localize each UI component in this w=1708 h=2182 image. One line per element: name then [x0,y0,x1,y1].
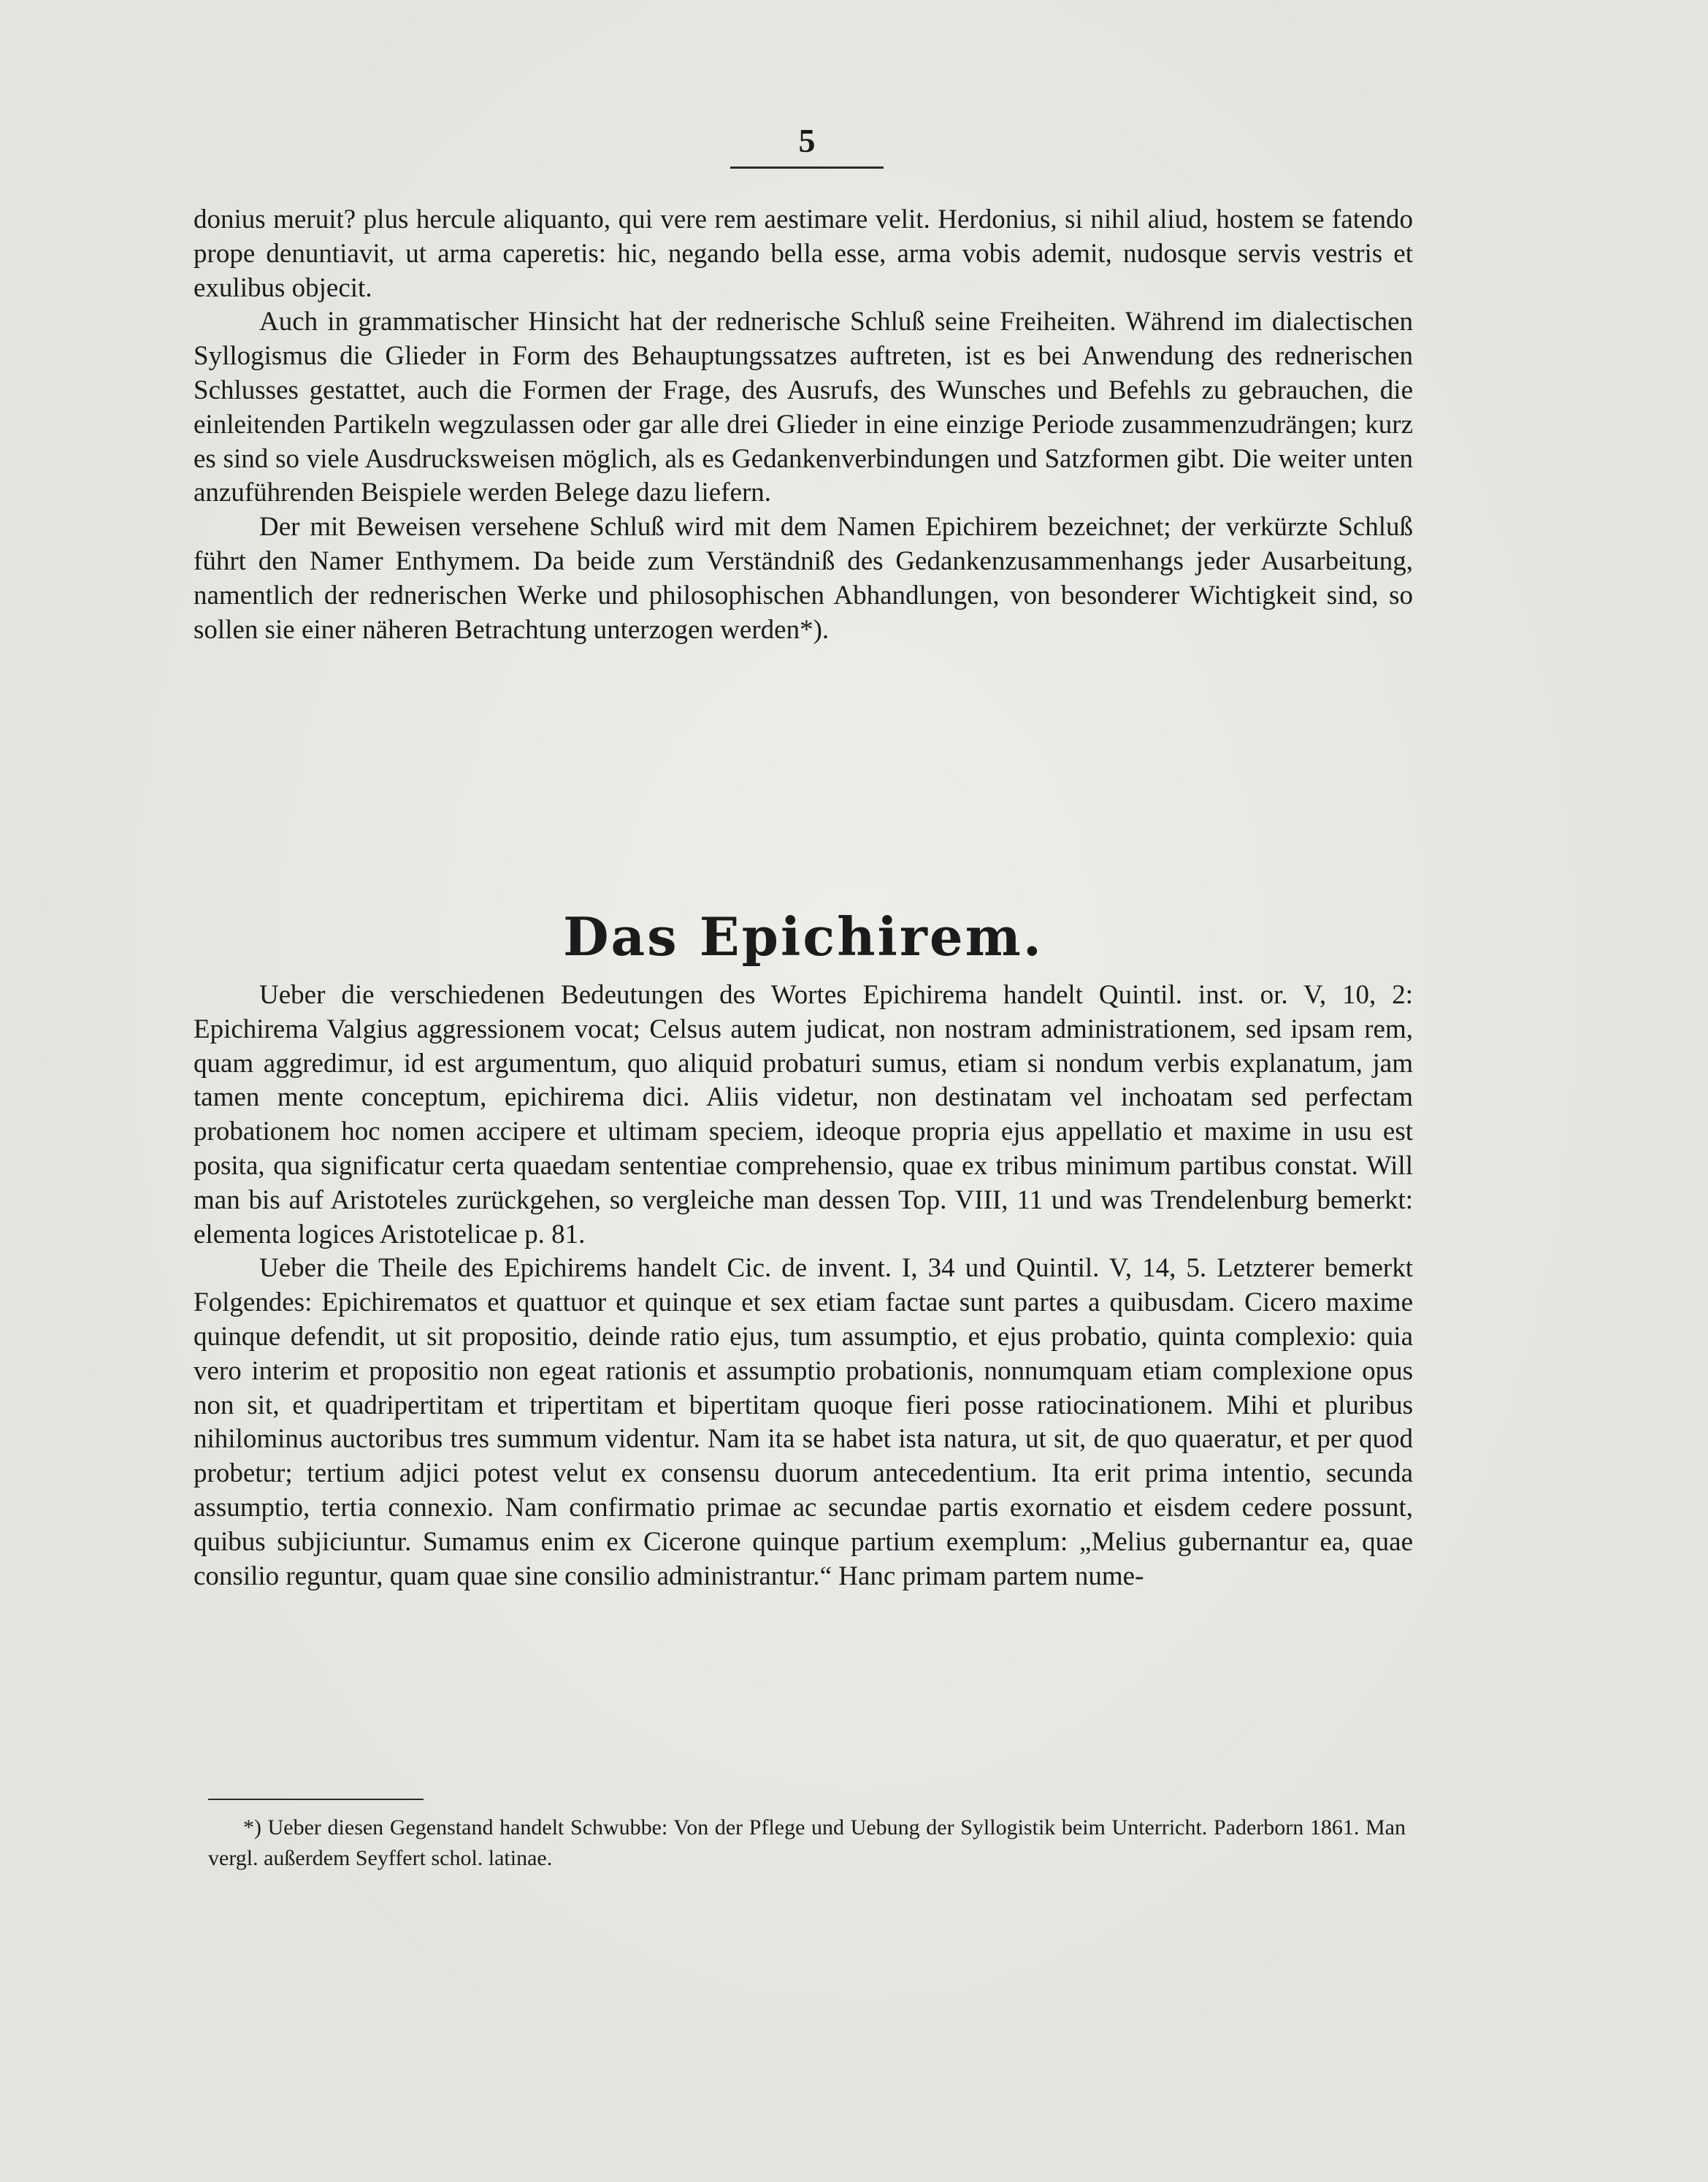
meaning-paragraph: Ueber die verschiedenen Bedeutungen des Wortes Epichirema handelt Quintil. inst. or. V, 10, 2: Epichirema Valgius aggressionem vocat; Celsus autem judicat, non nostram administrationem, sed ipsam rem, quam aggredimur, id est argumentum, quo aliquid probaturi sumus, etiam si nondum verbis explanatum, jam tamen mente conceptum, epichirema dici. Aliis videtur, non destinatam vel inchoatam sed perfectam probationem hoc nomen accipere et ultimam speciem, ideoque propria ejus appellatio et maxime in usu est posita, qua significatur certa quaedam sententiae comprehensio, quae ex tribus minimum partibus constat. Will man bis auf Aristoteles zurückgehen, so vergleiche man dessen Top. VIII, 11 und was Trendelenburg bemerkt: elementa logices Aristotelicae p. 81. [194,980,1413,1249]
epichirem-definition-paragraph: Der mit Beweisen versehene Schluß wird mit dem Namen Epichirem bezeichnet; der verkürzte Schluß führt den Namer Enthymem. Da beide zum Verständniß des Gedankenzusammenhangs jeder Ausarbeitung, namentlich der rednerischen Werke und philosophischen Abhandlungen, von besonderer Wichtigkeit sind, so sollen sie einer näheren Betrachtung unterzogen werden*). [194,512,1413,645]
page-number: 5 [798,122,816,159]
footnote-text: *) Ueber diesen Gegenstand handelt Schwubbe: Von der Pflege und Uebung der Syllogistik beim Unterricht. Paderborn 1861. Man vergl. außerdem Seyffert schol. latinae. [208,1815,1406,1870]
upper-text-block [194,203,1413,647]
page-number-rule [730,166,884,169]
lower-text-block [194,979,1413,1593]
section-heading: Das Epichirem. [563,906,1043,968]
footnote [208,1812,1406,1874]
parts-paragraph: Ueber die Theile des Epichirems handelt Cic. de invent. I, 34 und Quintil. V, 14, 5. Letzterer bemerkt Folgendes: Epichirematos et quattuor et quinque et sex etiam factae sunt partes a quibusdam. Cicero maxime quinque defendit, ut sit propositio, deinde ratio ejus, tum assumptio, et ejus probatio, quinta complexio: quia vero interim et propositio non egeat rationis et assumptio probationis, nonnumquam etiam complexione opus non sit, et quadripertitam et tripertitam et bipertitam quoque fieri posse ratiocinationem. Mihi et pluribus nihilominus auctoribus tres summum videntur. Nam ita se habet ista natura, ut sit, de quo quaeratur, et per quod probetur; tertium adjici potest velut ex consensu duorum antecedentium. Ita erit prima intentio, secunda assumptio, tertia connexio. Nam confirmatio primae ac secundae partis exornatio et eisdem cedere possunt, quibus subjiciuntur. Sumamus enim ex Cicerone quinque partium exemplum: „Melius gubernantur ea, quae consilio reguntur, quam quae sine consilio administrantur.“ Hanc primam partem nume- [194,1253,1413,1591]
footnote-rule [208,1799,424,1800]
continued-paragraph: donius meruit? plus hercule aliquanto, qui vere rem aestimare velit. Herdonius, si nihil aliud, hostem se fatendo prope denuntiavit, ut arma caperetis: hic, negando bella esse, arma vobis ademit, nudosque servis vestris et exulibus objecit. [194,204,1413,303]
grammar-paragraph: Auch in grammatischer Hinsicht hat der rednerische Schluß seine Freiheiten. Während im dialectischen Syllogismus die Glieder in Form des Behauptungssatzes auftreten, ist es bei Anwendung des rednerischen Schlusses gestattet, auch die Formen der Frage, des Ausrufs, des Wunsches und Befehls zu gebrauchen, die einleitenden Partikeln wegzulassen oder gar alle drei Glieder in eine einzige Periode zusammenzudrängen; kurz es sind so viele Ausdrucksweisen möglich, als es Gedankenverbindungen und Satzformen gibt. Die weiter unten anzuführenden Beispiele werden Belege dazu liefern. [194,307,1413,508]
